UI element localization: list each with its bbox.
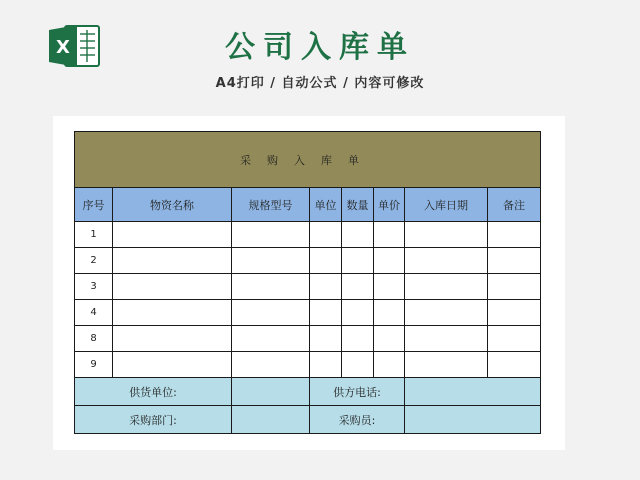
table-row (75, 352, 541, 378)
col-header-item-name: 物资名称 (113, 188, 232, 222)
purchase-dept-label: 采购部门: (75, 406, 232, 434)
cell-item-name[interactable] (113, 352, 232, 378)
cell-price[interactable] (374, 300, 405, 326)
cell-date[interactable] (405, 274, 488, 300)
cell-quantity[interactable] (342, 274, 374, 300)
row-seq: 8 (75, 326, 113, 352)
cell-quantity[interactable] (342, 222, 374, 248)
cell-quantity[interactable] (342, 326, 374, 352)
table-row (75, 326, 541, 352)
col-header-date: 入库日期 (405, 188, 488, 222)
cell-quantity[interactable] (342, 248, 374, 274)
row-seq: 9 (75, 352, 113, 378)
cell-price[interactable] (374, 248, 405, 274)
cell-remark[interactable] (488, 222, 541, 248)
cell-unit[interactable] (310, 222, 342, 248)
form-sheet (53, 116, 565, 450)
table-row (75, 222, 541, 248)
supplier-phone-label: 供方电话: (310, 378, 405, 406)
inbound-form-table (74, 131, 541, 434)
purchaser-field[interactable] (405, 406, 541, 434)
cell-date[interactable] (405, 352, 488, 378)
cell-spec[interactable] (232, 248, 310, 274)
cell-remark[interactable] (488, 274, 541, 300)
cell-spec[interactable] (232, 300, 310, 326)
cell-date[interactable] (405, 326, 488, 352)
cell-date[interactable] (405, 248, 488, 274)
page-title: 公司入库单 (225, 30, 415, 65)
cell-date[interactable] (405, 300, 488, 326)
table-row (75, 248, 541, 274)
footer-row-purchase (75, 406, 541, 434)
col-header-seq: 序号 (75, 188, 113, 222)
cell-remark[interactable] (488, 300, 541, 326)
col-header-quantity: 数量 (342, 188, 374, 222)
purchase-dept-field[interactable] (232, 406, 310, 434)
cell-unit[interactable] (310, 300, 342, 326)
col-header-spec: 规格型号 (232, 188, 310, 222)
table-row (75, 300, 541, 326)
cell-item-name[interactable] (113, 300, 232, 326)
cell-date[interactable] (405, 222, 488, 248)
cell-spec[interactable] (232, 274, 310, 300)
form-title: 采购入库单 (75, 132, 541, 188)
cell-price[interactable] (374, 222, 405, 248)
cell-price[interactable] (374, 274, 405, 300)
supplier-phone-field[interactable] (405, 378, 541, 406)
footer-row-supplier (75, 378, 541, 406)
cell-unit[interactable] (310, 352, 342, 378)
cell-item-name[interactable] (113, 248, 232, 274)
cell-item-name[interactable] (113, 326, 232, 352)
excel-icon-letter: X (56, 37, 70, 58)
cell-quantity[interactable] (342, 352, 374, 378)
col-header-remark: 备注 (488, 188, 541, 222)
cell-price[interactable] (374, 326, 405, 352)
cell-item-name[interactable] (113, 274, 232, 300)
cell-unit[interactable] (310, 274, 342, 300)
supplier-unit-field[interactable] (232, 378, 310, 406)
cell-remark[interactable] (488, 326, 541, 352)
cell-unit[interactable] (310, 248, 342, 274)
header-row (75, 188, 541, 222)
cell-spec[interactable] (232, 352, 310, 378)
supplier-unit-label: 供货单位: (75, 378, 232, 406)
purchaser-label: 采购员: (310, 406, 405, 434)
cell-quantity[interactable] (342, 300, 374, 326)
cell-unit[interactable] (310, 326, 342, 352)
row-seq: 1 (75, 222, 113, 248)
cell-remark[interactable] (488, 248, 541, 274)
row-seq: 3 (75, 274, 113, 300)
cell-spec[interactable] (232, 326, 310, 352)
cell-spec[interactable] (232, 222, 310, 248)
cell-item-name[interactable] (113, 222, 232, 248)
row-seq: 2 (75, 248, 113, 274)
cell-price[interactable] (374, 352, 405, 378)
page-subtitle: A4打印 / 自动公式 / 内容可修改 (215, 76, 425, 91)
table-row (75, 274, 541, 300)
cell-remark[interactable] (488, 352, 541, 378)
col-header-price: 单价 (374, 188, 405, 222)
banner (0, 0, 640, 110)
row-seq: 4 (75, 300, 113, 326)
col-header-unit: 单位 (310, 188, 342, 222)
